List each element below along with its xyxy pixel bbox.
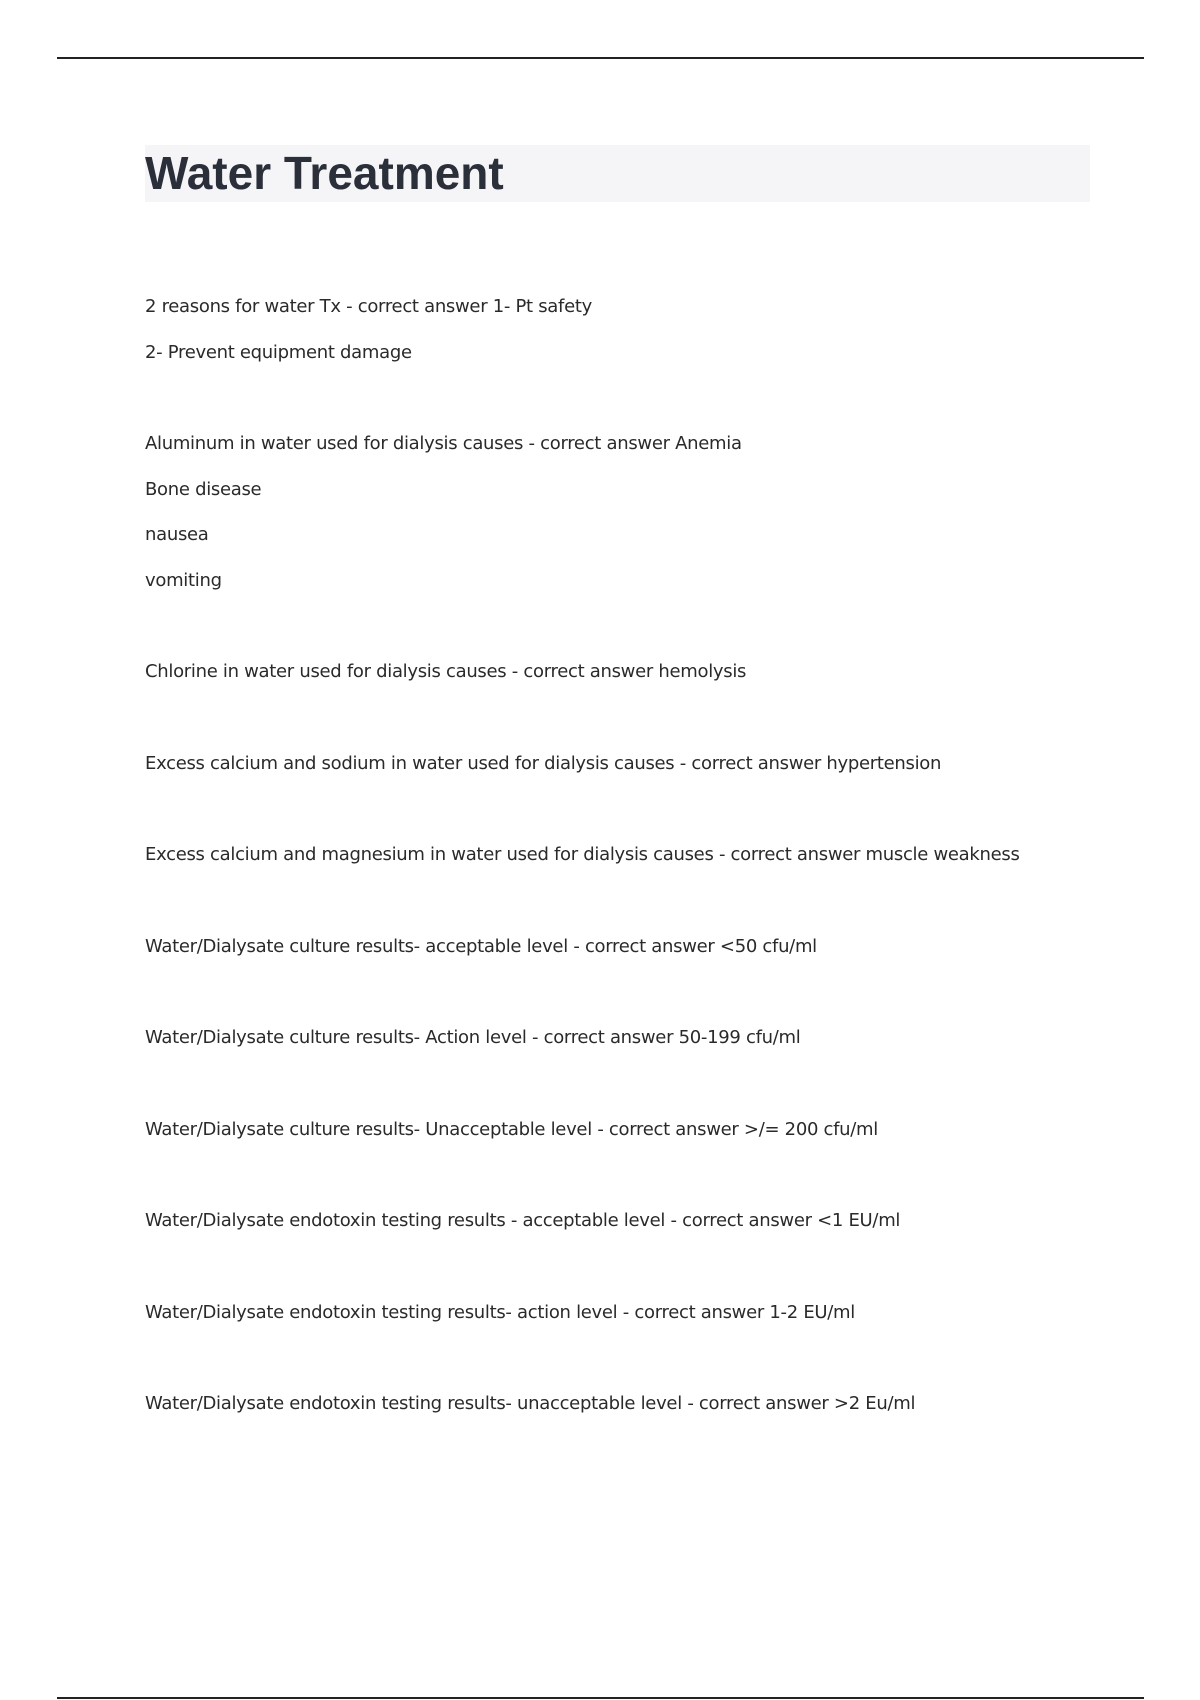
qa-line: Chlorine in water used for dialysis causes - correct answer hemolysis: [145, 661, 747, 682]
header-rule: [57, 57, 1144, 59]
page-title: Water Treatment: [145, 147, 504, 199]
qa-list: [145, 290, 1105, 1479]
qa-item: [145, 1296, 1105, 1342]
qa-line: Aluminum in water used for dialysis causes - correct answer Anemia: [145, 433, 742, 454]
qa-line: 2 reasons for water Tx - correct answer 1- Pt safety: [145, 296, 592, 317]
qa-item: [145, 427, 1105, 609]
qa-line: Water/Dialysate endotoxin testing results - acceptable level - correct answer <1 EU/ml: [145, 1210, 901, 1231]
qa-line: Bone disease: [145, 478, 262, 500]
qa-line: Excess calcium and magnesium in water used for dialysis causes - correct answer muscle weakness: [145, 844, 1020, 865]
qa-line: 2- Prevent equipment damage: [145, 341, 412, 363]
qa-line: Water/Dialysate culture results- acceptable level - correct answer <50 cfu/ml: [145, 935, 817, 957]
qa-item: [145, 655, 1105, 701]
qa-line: nausea: [145, 524, 209, 545]
qa-item: [145, 1021, 1105, 1067]
qa-line: Water/Dialysate endotoxin testing results- unacceptable level - correct answer >2 Eu/ml: [145, 1393, 916, 1414]
qa-line: Water/Dialysate endotoxin testing results- action level - correct answer 1-2 EU/ml: [145, 1301, 855, 1323]
qa-item: [145, 838, 1105, 884]
qa-line: Excess calcium and sodium in water used for dialysis causes - correct answer hypertension: [145, 752, 942, 774]
qa-item: [145, 747, 1105, 793]
qa-item: [145, 1204, 1105, 1250]
qa-line: vomiting: [145, 569, 222, 591]
footer-rule: [57, 1697, 1144, 1699]
qa-line: Water/Dialysate culture results- Action level - correct answer 50-199 cfu/ml: [145, 1027, 801, 1048]
qa-item: [145, 1387, 1105, 1433]
qa-item: [145, 290, 1105, 381]
qa-item: [145, 1113, 1105, 1159]
qa-item: [145, 930, 1105, 976]
qa-line: Water/Dialysate culture results- Unacceptable level - correct answer >/= 200 cfu/ml: [145, 1118, 878, 1140]
